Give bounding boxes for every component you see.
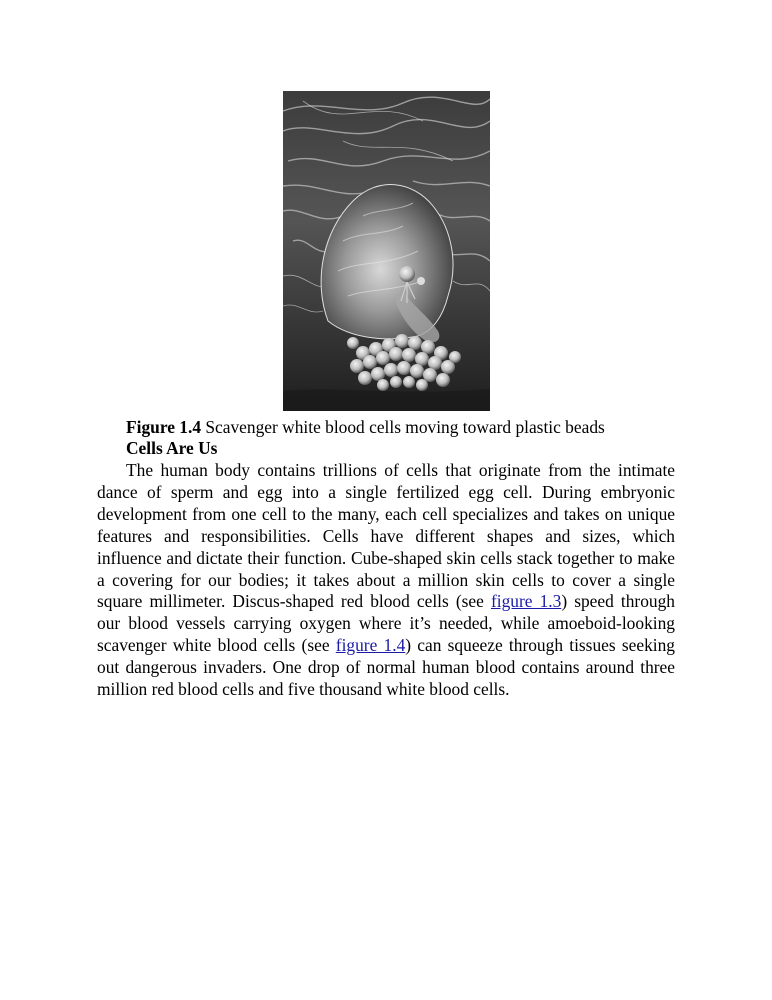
figure-1-3-link[interactable]: figure 1.3 <box>490 591 562 612</box>
body-paragraph <box>97 460 675 701</box>
figure-label: Figure 1.4 <box>126 417 202 437</box>
figure-1-4-link[interactable]: figure 1.4 <box>335 635 406 656</box>
section-heading: Cells Are Us <box>126 438 218 458</box>
figure-caption <box>126 417 686 438</box>
figure-caption-text: Scavenger white blood cells moving toward plastic beads <box>201 417 605 437</box>
micrograph-illustration <box>283 91 490 411</box>
micrograph-image <box>283 91 490 411</box>
paragraph-text-1: The human body contains trillions of cells that originate from the intimate dance of sperm and egg into a single fertilized egg cell. During embryonic development from one cell to the many, each cell specializes and takes on unique features and responsibilities. Cells have different shapes and sizes, which influence and dictate their function. Cube-shaped skin cells stack together to make a covering for our bodies; it takes about a million skin cells to cover a single square millimeter. Discus-shaped red blood cells (see <box>97 460 675 612</box>
paragraph-text-2: ) speed through our blood vessels carrying oxygen where it’s needed, while amoeboid-looking scavenger white blood cells (see <box>97 591 675 656</box>
paragraph-text-3: ) can squeeze through tissues seeking out dangerous invaders. One drop of normal human blood contains around three million red blood cells and five thousand white blood cells. <box>97 635 675 700</box>
